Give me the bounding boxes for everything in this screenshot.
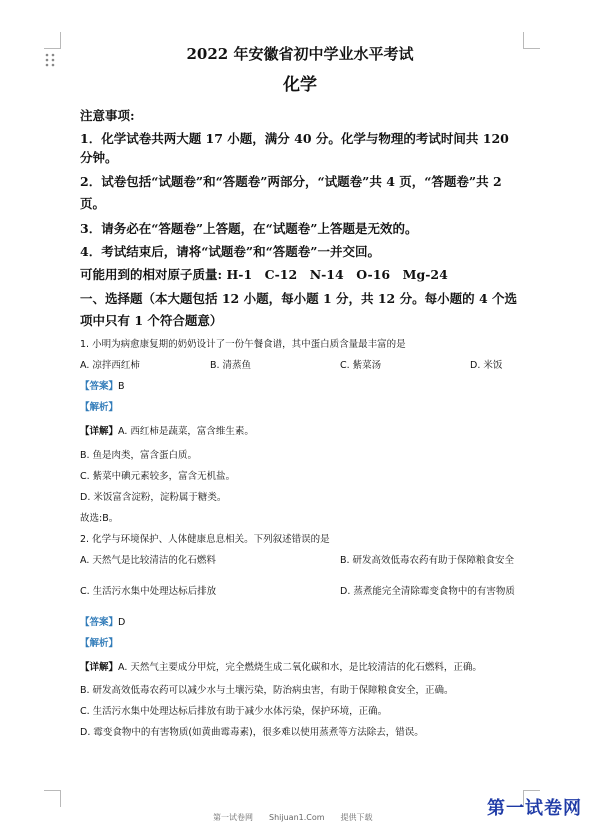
analysis-line [80, 637, 520, 650]
detail-text: B. 研发高效低毒农药可以减少水与土壤污染，防治病虫害，有助于保障粮食安全，正确。 [80, 685, 454, 696]
detail-line [80, 422, 520, 441]
detail-tag: 【详解】 [80, 662, 119, 673]
option-a: A. 天然气是比较清洁的化石燃料 [80, 555, 216, 566]
option-d: D. 米饭 [470, 360, 503, 371]
detail-text: C. 紫菜中碘元素较多，富含无机盐。 [80, 471, 236, 482]
question-options [80, 554, 520, 571]
answer-tag: 【答案】 [80, 381, 119, 392]
detail-text: A. 天然气主要成分甲烷，完全燃烧生成二氧化碳和水，是比较清洁的化石燃料，正确。 [118, 662, 482, 673]
detail-text: A. 西红柿是蔬菜，富含维生素。 [118, 426, 254, 437]
answer-line [80, 380, 520, 393]
page-footer: 第一试卷网 Shijuan1.Com 提供下载 [213, 813, 373, 822]
drag-handle-icon[interactable] [44, 53, 56, 67]
answer-value: B [118, 381, 125, 392]
notice-heading: 注意事项: [80, 108, 135, 123]
option-a: A. 凉拌西红柿 [80, 360, 140, 371]
notice-item: 1．化学试卷共两大题 17 小题，满分 40 分。化学与物理的考试时间共 120 分钟。 [80, 131, 509, 165]
page-corner-mark-top-left [44, 32, 61, 49]
option-c: C. 紫菜汤 [340, 360, 382, 371]
notice-item: 4．考试结束后，请将“试题卷”和“答题卷”一并交回。 [80, 244, 380, 259]
atomic-mass-line: 可能用到的相对原子质量: H-1 C-12 N-14 O-16 Mg-24 [80, 267, 448, 282]
notice-item: 2．试卷包括“试题卷”和“答题卷”两部分，“试题卷”共 4 页，“答题卷”共 2 页。 [80, 174, 502, 211]
section-heading: 一、选择题（本大题包括 12 小题，每小题 1 分，共 12 分。每小题的 4 个选项中只有 1 个符合题意） [80, 291, 518, 328]
detail-text: B. 鱼是肉类，富含蛋白质。 [80, 450, 198, 461]
analysis-line [80, 401, 520, 414]
site-brand-logo: 第一试卷网 [487, 798, 582, 819]
analysis-tag: 【解析】 [80, 638, 119, 649]
answer-line [80, 616, 520, 629]
exam-title: 2022 年安徽省初中学业水平考试 [186, 45, 414, 63]
detail-text: D. 米饭富含淀粉，淀粉属于糖类。 [80, 492, 227, 503]
page-corner-mark-top-right [523, 32, 540, 49]
exam-subject: 化学 [283, 75, 317, 95]
option-b: B. 清蒸鱼 [210, 360, 252, 371]
question-stem: 2. 化学与环境保护、人体健康息息相关。下列叙述错误的是 [80, 534, 330, 545]
option-b: B. 研发高效低毒农药有助于保障粮食安全 [340, 555, 515, 566]
detail-line [80, 658, 520, 678]
detail-text: D. 霉变食物中的有害物质(如黄曲霉毒素)，很多难以使用蒸煮等方法除去，错误。 [80, 727, 424, 738]
question-options [80, 585, 520, 602]
document-page [80, 44, 520, 747]
question-options [80, 359, 520, 372]
answer-tag: 【答案】 [80, 617, 119, 628]
option-c: C. 生活污水集中处理达标后排放 [80, 586, 217, 597]
conclusion-text: 故选:B。 [80, 513, 119, 524]
notice-item: 3．请务必在“答题卷”上答题，在“试题卷”上答题是无效的。 [80, 221, 418, 236]
detail-text: C. 生活污水集中处理达标后排放有助于减少水体污染，保护环境，正确。 [80, 706, 388, 717]
option-d: D. 蒸煮能完全清除霉变食物中的有害物质 [340, 586, 515, 597]
page-corner-mark-bottom-left [44, 790, 61, 807]
analysis-tag: 【解析】 [80, 402, 119, 413]
question-stem: 1. 小明为病愈康复期的奶奶设计了一份午餐食谱，其中蛋白质含量最丰富的是 [80, 339, 406, 350]
detail-tag: 【详解】 [80, 426, 119, 437]
answer-value: D [118, 617, 126, 628]
